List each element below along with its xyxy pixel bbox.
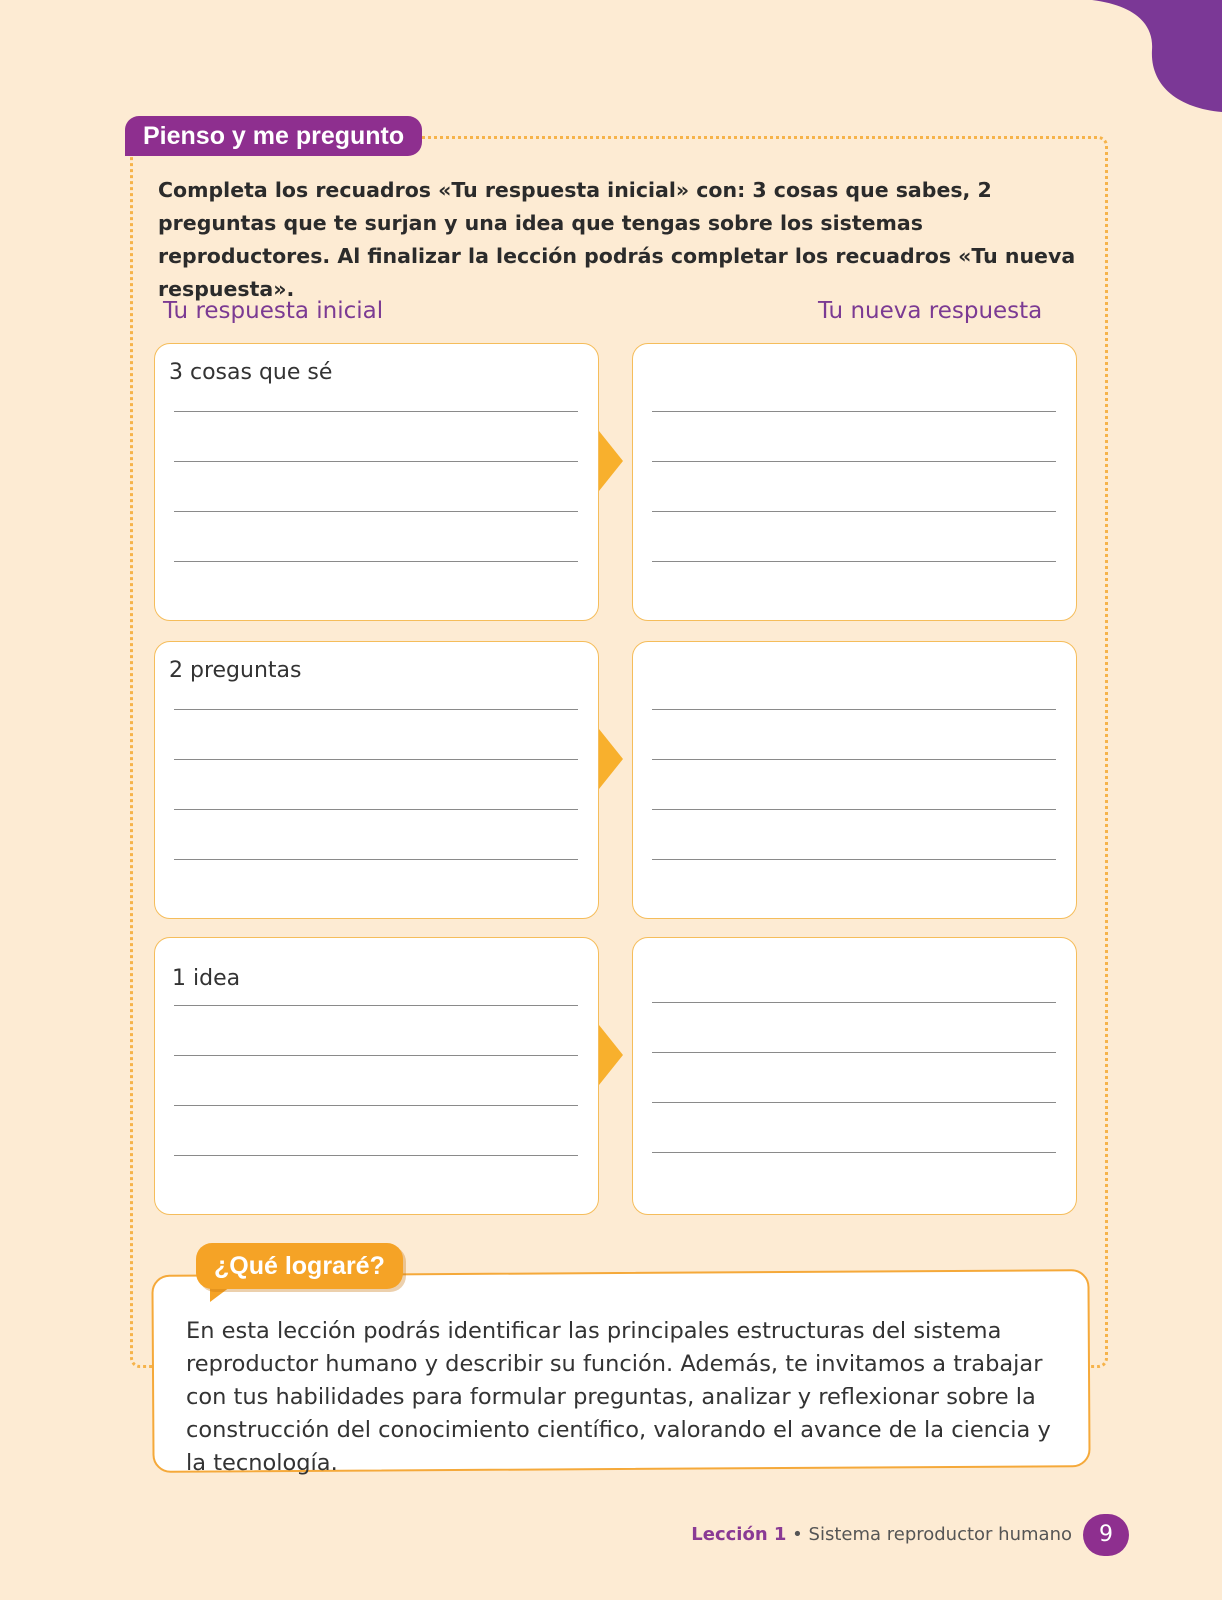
writing-line [174,759,578,760]
initial-answer-box-things[interactable] [154,343,599,621]
writing-line [174,709,578,710]
footer-separator: • [786,1524,809,1545]
page-footer [691,1522,1072,1548]
writing-line [174,411,578,412]
new-answer-box-things[interactable] [632,343,1077,621]
writing-line [174,1155,578,1156]
page-number: 9 [1083,1514,1129,1556]
writing-line [652,1002,1056,1003]
writing-line [652,1052,1056,1053]
initial-answer-box-idea[interactable] [154,937,599,1215]
writing-line [652,759,1056,760]
writing-line [174,461,578,462]
arrow-right-icon [599,1025,623,1085]
writing-line [174,1055,578,1056]
initial-answer-box-questions[interactable] [154,641,599,919]
box-label-things: 3 cosas que sé [169,360,333,385]
writing-line [652,859,1056,860]
writing-line [174,561,578,562]
new-answer-box-idea[interactable] [632,937,1077,1215]
writing-line [652,461,1056,462]
writing-line [652,709,1056,710]
writing-line [174,809,578,810]
footer-topic: Sistema reproductor humano [808,1524,1072,1545]
writing-line [652,411,1056,412]
arrow-right-icon [599,431,623,491]
box-label-questions: 2 preguntas [169,658,302,683]
writing-line [174,511,578,512]
writing-line [652,809,1056,810]
initial-answer-heading: Tu respuesta inicial [163,298,384,324]
footer-lesson: Lección 1 [691,1524,787,1545]
new-answer-box-questions[interactable] [632,641,1077,919]
instructions-text: Completa los recuadros «Tu respuesta inicial» con: 3 cosas que sabes, 2 preguntas que te surjan y una idea que tengas sobre los sistemas reproductores. Al finalizar la lección podrás completar los recuadros «Tu nueva respuesta». [158,178,1076,301]
writing-line [652,1152,1056,1153]
writing-line [652,1102,1056,1103]
new-answer-heading: Tu nueva respuesta [818,298,1043,324]
goal-tab-title: ¿Qué lograré? [196,1243,403,1289]
goal-text: En esta lección podrás identificar las principales estructuras del sistema reproductor humano y describir su función. Además, te invitamos a trabajar con tus habilidades para formular preguntas, analizar y reflexionar sobre la construcción del conocimiento científico, valorando el avance de la ciencia y la tecnología. [186,1318,1051,1476]
writing-line [174,859,578,860]
writing-line [652,561,1056,562]
writing-line [174,1005,578,1006]
writing-line [652,511,1056,512]
writing-line [174,1105,578,1106]
box-label-idea: 1 idea [172,966,241,991]
section-tab-title: Pienso y me pregunto [125,116,422,156]
corner-decoration [1092,0,1222,115]
arrow-right-icon [599,729,623,789]
